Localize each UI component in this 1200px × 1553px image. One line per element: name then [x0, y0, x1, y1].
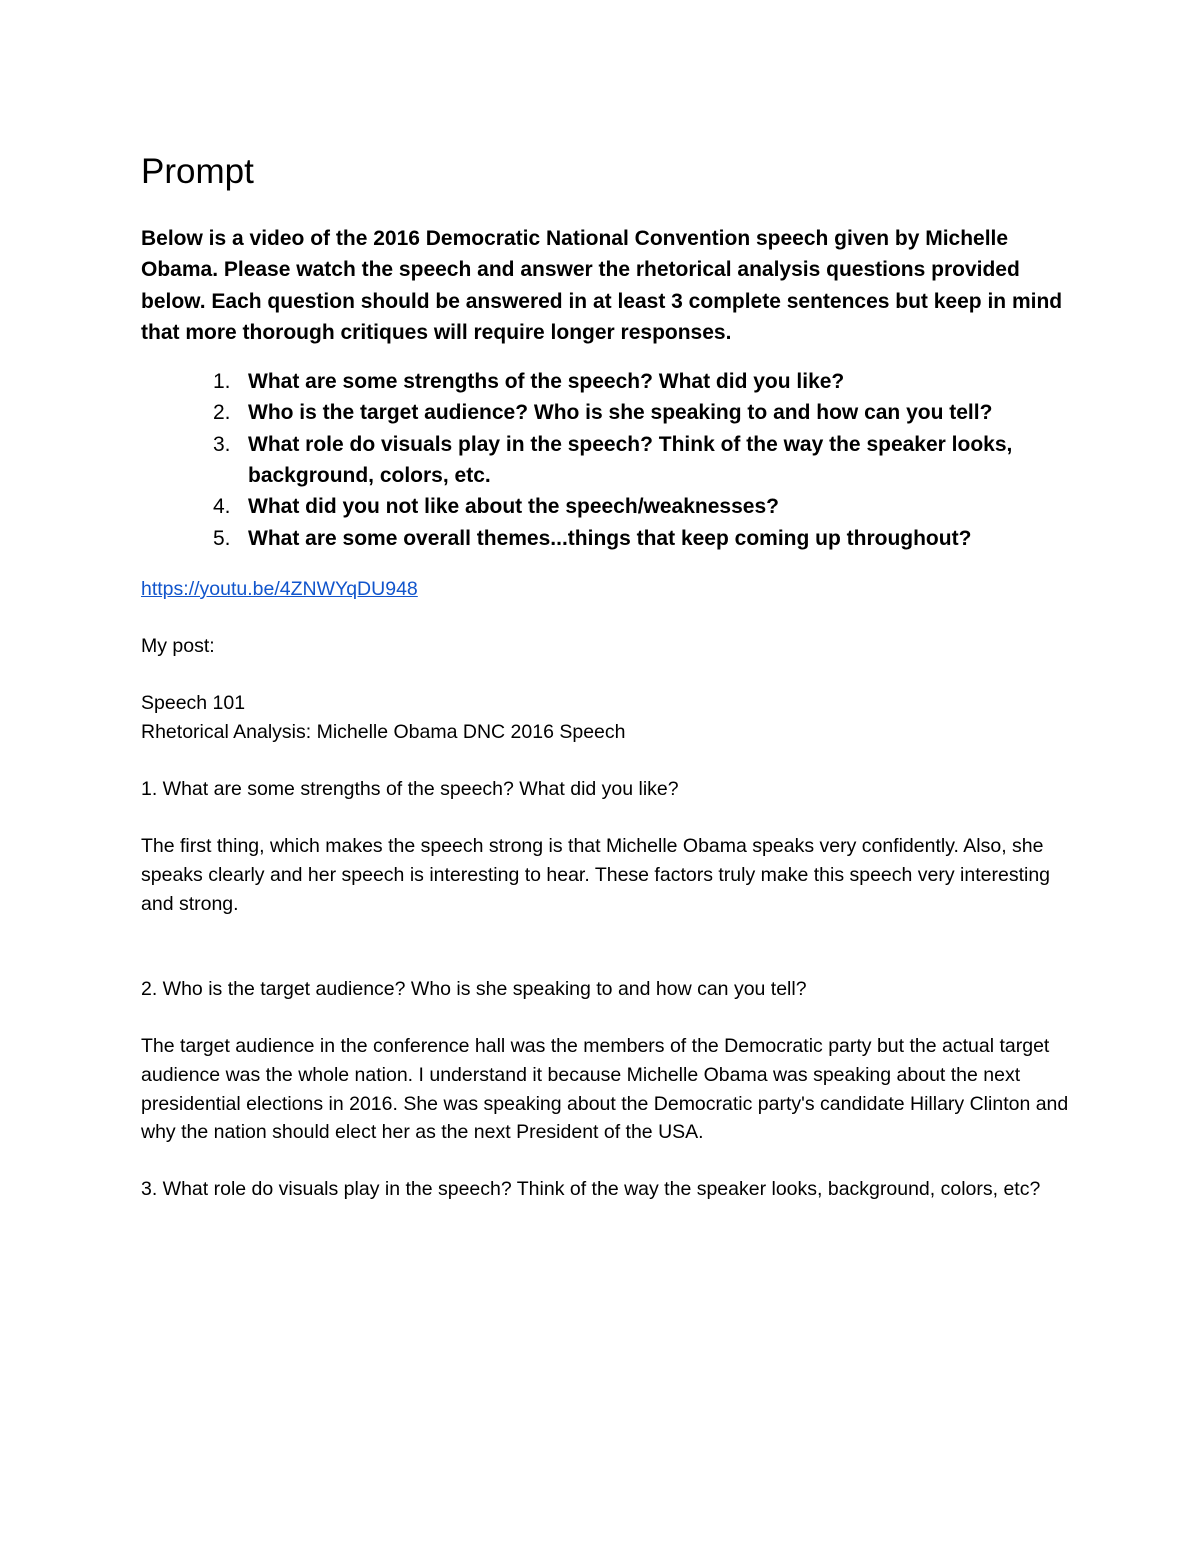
list-number: 1. — [213, 370, 231, 394]
question-list — [141, 366, 1071, 554]
question-text: What are some overall themes...things that keep coming up throughout? — [248, 526, 972, 550]
question-text: What role do visuals play in the speech? Think of the way the speaker looks, background, colors, etc. — [248, 432, 1013, 488]
question-text: What did you not like about the speech/weaknesses? — [248, 495, 779, 519]
answer-question: 3. What role do visuals play in the speech? Think of the way the speaker looks, background, colors, etc? — [141, 1178, 1041, 1201]
page-title: Prompt — [141, 152, 254, 191]
answer-question: 2. Who is the target audience? Who is she speaking to and how can you tell? — [141, 978, 807, 1001]
list-number: 2. — [213, 401, 231, 425]
document-body — [141, 575, 1071, 1204]
document-page — [141, 150, 1071, 1204]
question-text: Who is the target audience? Who is she speaking to and how can you tell? — [248, 401, 993, 425]
list-number: 5. — [213, 526, 231, 550]
post-subtitle: Rhetorical Analysis: Michelle Obama DNC 2016 Speech — [141, 720, 626, 743]
video-link[interactable]: https://youtu.be/4ZNWYqDU948 — [141, 577, 418, 600]
list-number: 3. — [213, 432, 231, 456]
prompt-intro: Below is a video of the 2016 Democratic National Convention speech given by Michelle Obama. Please watch the speech and answer the rhetorical analysis questions provided below. Each question should be answered in at least 3 complete sentences but keep in mind that more thorough critiques will require longer responses. — [141, 227, 1063, 344]
my-post-label: My post: — [141, 635, 215, 658]
list-item — [141, 397, 1071, 428]
list-item — [141, 491, 1071, 522]
course-name: Speech 101 — [141, 692, 246, 715]
list-number: 4. — [213, 495, 231, 519]
question-text: What are some strengths of the speech? What did you like? — [248, 370, 845, 394]
answer-paragraph: The target audience in the conference hall was the members of the Democratic party but the actual target audience was the whole nation. I understand it because Michelle Obama was speaking about the next presidential elections in 2016. She was speaking about the Democratic party's candidate Hillary Clinton and why the nation should elect her as the next President of the USA. — [141, 1035, 1069, 1144]
list-item — [141, 429, 1071, 492]
list-item — [141, 523, 1071, 554]
answer-question: 1. What are some strengths of the speech? What did you like? — [141, 778, 679, 801]
answer-paragraph: The first thing, which makes the speech strong is that Michelle Obama speaks very confidently. Also, she speaks clearly and her speech is interesting to hear. These factors truly make this speech very interesting and strong. — [141, 835, 1051, 915]
list-item — [141, 366, 1071, 397]
